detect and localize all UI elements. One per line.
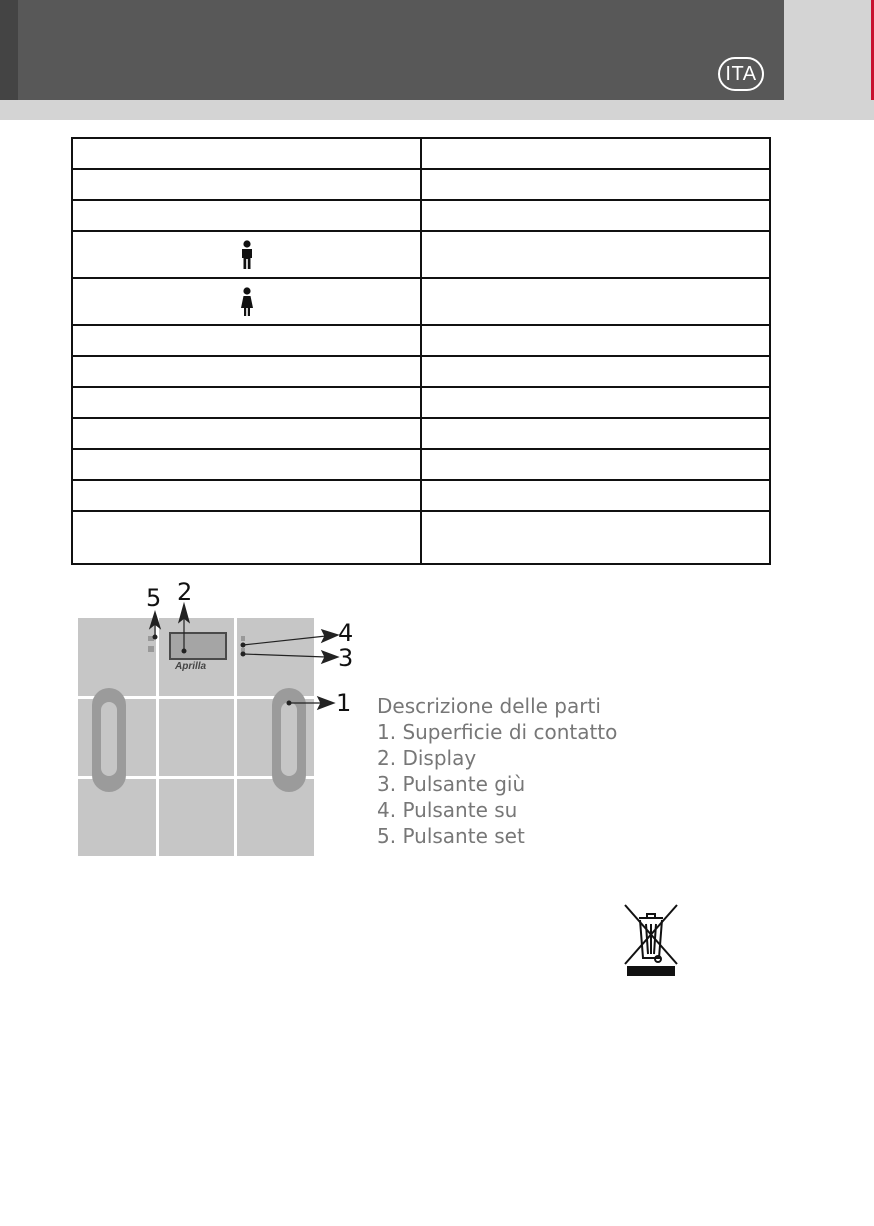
parts-item: 1. Superficie di contatto <box>377 720 618 744</box>
callout-number-5: 5 <box>146 584 162 612</box>
callout-number-1: 1 <box>336 689 352 717</box>
parts-item: 4. Pulsante su <box>377 798 518 822</box>
language-badge: ITA <box>718 57 764 91</box>
callout-number-3: 3 <box>338 644 354 672</box>
parts-title: Descrizione delle parti <box>377 694 601 718</box>
parts-description <box>377 693 617 849</box>
callout-number-2: 2 <box>177 578 193 606</box>
parts-item: 5. Pulsante set <box>377 824 525 848</box>
scale-brand: Aprilla <box>175 661 207 672</box>
callout-number-4: 4 <box>338 619 354 647</box>
parts-item: 3. Pulsante giù <box>377 772 526 796</box>
parts-item: 2. Display <box>377 746 477 770</box>
crossed-out-wheelie-bin-icon <box>621 902 681 978</box>
